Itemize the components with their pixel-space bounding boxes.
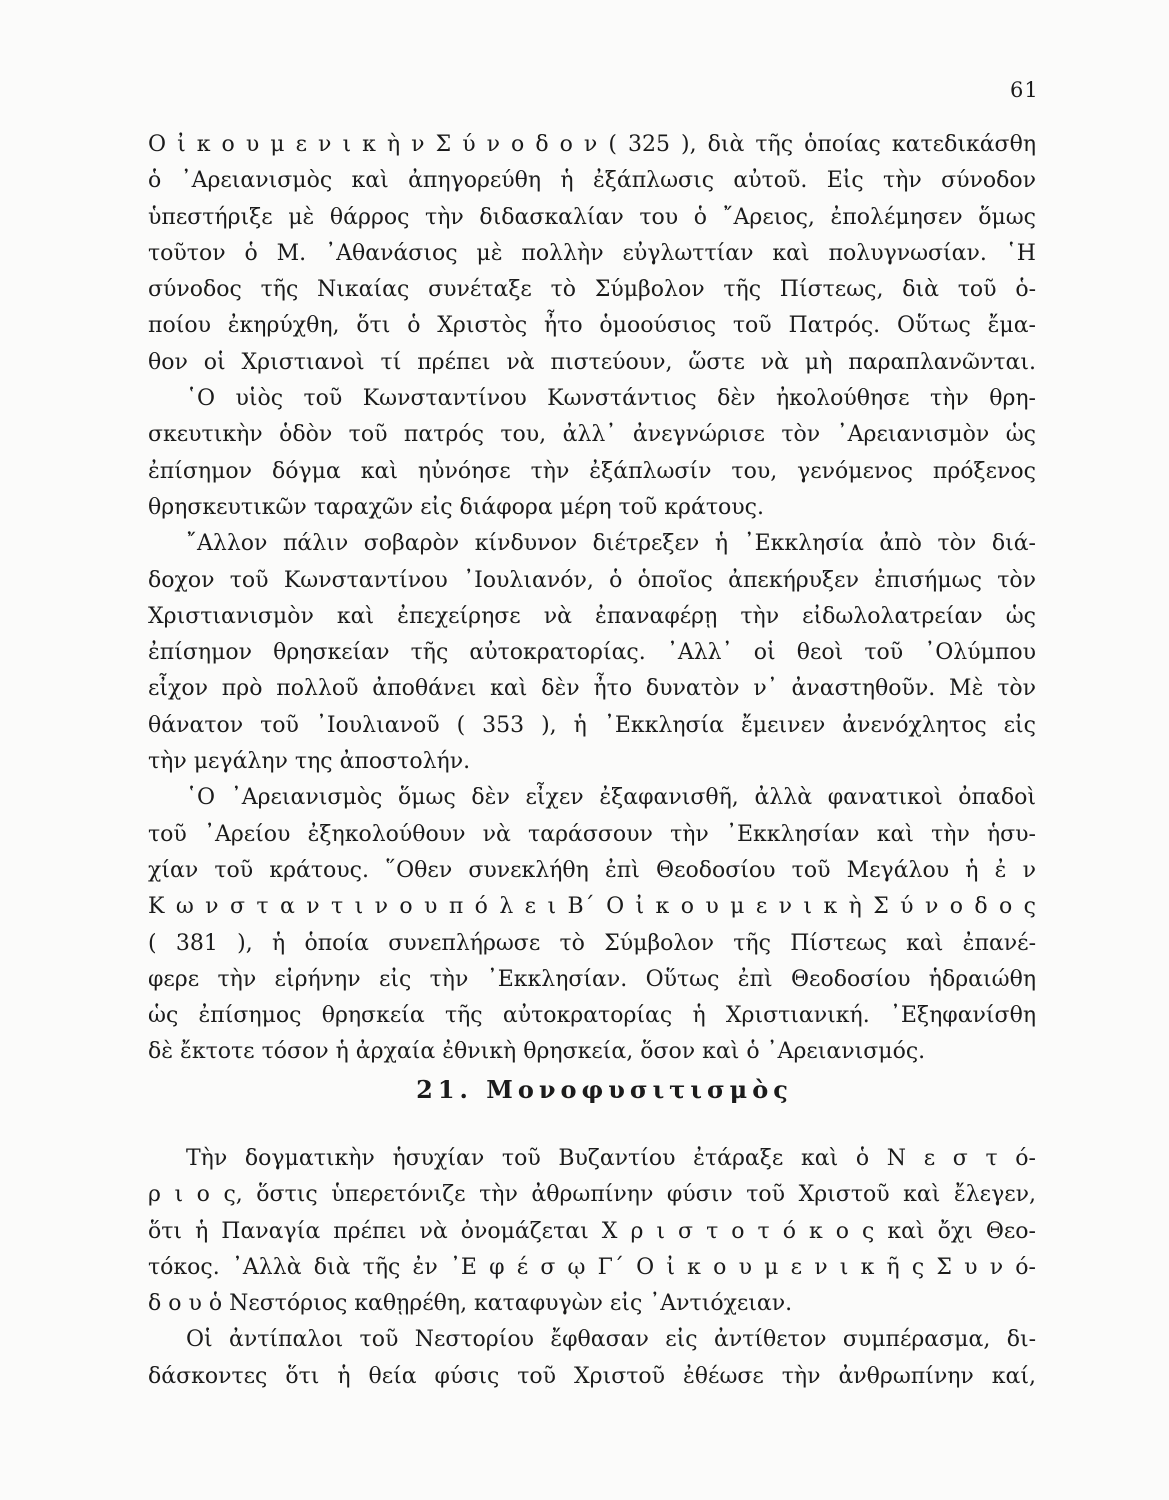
text-line: Οἱ ἀντίπαλοι τοῦ Νεστορίου ἔφθασαν εἰς ἀντίθετον συμπέρασμα, δι- [186, 1327, 1036, 1353]
text-line: ῾Ο ᾿Αρειανισμὸς ὅμως δὲν εἶχεν ἐξαφανισθῆ, ἀλλὰ φανατικοὶ ὀπαδοὶ [186, 785, 1036, 811]
section-heading: 21. Μονοφυσιτισμὸς [416, 1075, 793, 1104]
text-line: ὑπεστήριξε μὲ θάρρος τὴν διδασκαλίαν του ὁ ῎Αρειος, ἐπολέμησεν ὅμως [148, 204, 1036, 230]
text-line: ποίου ἐκηρύχθη, ὅτι ὁ Χριστὸς ἦτο ὁμοούσιος τοῦ Πατρός. Οὕτως ἔμα- [148, 313, 1036, 339]
text-line: τόκος. ᾿Αλλὰ διὰ τῆς ἐν ᾿Ε φ έ σ ῳ Γ΄ Ο ἰ κ ο υ μ ε ν ι κ ῆ ς Σ υ ν ό- [148, 1254, 1036, 1280]
text-line: ῎Αλλον πάλιν σοβαρὸν κίνδυνον διέτρεξεν ἡ ᾿Εκκλησία ἀπὸ τὸν διά- [186, 531, 1036, 557]
text-line: φερε τὴν εἰρήνην εἰς τὴν ᾿Εκκλησίαν. Οὕτως ἐπὶ Θεοδοσίου ἡδραιώθη [148, 966, 1036, 992]
section-text [148, 1141, 1036, 1395]
body-text [148, 127, 1036, 1071]
text-line: τὴν μεγάλην της ἀποστολήν. [148, 749, 471, 775]
text-line: Τὴν δογματικὴν ἡσυχίαν τοῦ Βυζαντίου ἐτάραξε καὶ ὁ Ν ε σ τ ό- [186, 1146, 1036, 1171]
page-number: 61 [1010, 78, 1039, 102]
text-line: δ ο υ ὁ Νεστόριος καθῃρέθη, καταφυγὼν εἰς ᾿Αντιόχειαν. [148, 1291, 793, 1317]
text-line: Χριστιανισμὸν καὶ ἐπεχείρησε νὰ ἐπαναφέρῃ τὴν εἰδωλολατρείαν ὡς [148, 603, 1036, 629]
text-line: θάνατον τοῦ ᾿Ιουλιανοῦ ( 353 ), ἡ ᾿Εκκλησία ἔμεινεν ἀνενόχλητος εἰς [148, 712, 1036, 738]
text-line: χίαν τοῦ κράτους. ῞Οθεν συνεκλήθη ἐπὶ Θεοδοσίου τοῦ Μεγάλου ἡ ἐ ν [148, 857, 1036, 883]
text-line: δάσκοντες ὅτι ἡ θεία φύσις τοῦ Χριστοῦ ἐθέωσε τὴν ἀνθρωπίνην καί, [148, 1363, 1036, 1389]
text-line: ἐπίσημον θρησκείαν τῆς αὐτοκρατορίας. ᾿Αλλ᾿ οἱ θεοὶ τοῦ ᾿Ολύμπου [148, 640, 1036, 666]
text-line: σκευτικὴν ὁδὸν τοῦ πατρός του, ἀλλ᾿ ἀνεγνώρισε τὸν ᾿Αρειανισμὸν ὡς [148, 422, 1036, 448]
text-line: δοχον τοῦ Κωνσταντίνου ᾿Ιουλιανόν, ὁ ὁποῖος ἀπεκήρυξεν ἐπισήμως τὸν [148, 567, 1036, 593]
text-line: ὁ ᾿Αρειανισμὸς καὶ ἀπηγορεύθη ἡ ἐξάπλωσις αὐτοῦ. Εἰς τὴν σύνοδον [148, 168, 1036, 194]
text-line: ὡς ἐπίσημος θρησκεία τῆς αὐτοκρατορίας ἡ Χριστιανική. ᾿Εξηφανίσθη [148, 1003, 1036, 1029]
text-line: τοῦ ᾿Αρείου ἐξηκολούθουν νὰ ταράσσουν τὴν ᾿Εκκλησίαν καὶ τὴν ἡσυ- [148, 821, 1036, 847]
text-line: θρησκευτικῶν ταραχῶν εἰς διάφορα μέρη τοῦ κράτους. [148, 494, 764, 520]
text-line: Κ ω ν σ τ α ν τ ι ν ο υ π ό λ ε ι Β΄ Ο ἰ κ ο υ μ ε ν ι κ ὴ Σ ύ ν ο δ ο ς [148, 894, 1036, 920]
text-line: ἐπίσημον δόγμα καὶ ηὐνόησε τὴν ἐξάπλωσίν του, γενόμενος πρόξενος [148, 458, 1036, 484]
text-line: ῾Ο υἱὸς τοῦ Κωνσταντίνου Κωνστάντιος δὲν ἠκολούθησε τὴν θρη- [186, 386, 1036, 412]
text-line: θον οἱ Χριστιανοὶ τί πρέπει νὰ πιστεύουν, ὥστε νὰ μὴ παραπλανῶνται. [148, 349, 1036, 375]
text-line: ( 381 ), ἡ ὁποία συνεπλήρωσε τὸ Σύμβολον τῆς Πίστεως καὶ ἐπανέ- [148, 930, 1036, 956]
text-line: τοῦτον ὁ Μ. ᾿Αθανάσιος μὲ πολλὴν εὐγλωττίαν καὶ πολυγνωσίαν. ῾Η [148, 240, 1036, 266]
text-line: σύνοδος τῆς Νικαίας συνέταξε τὸ Σύμβολον τῆς Πίστεως, διὰ τοῦ ὁ- [148, 277, 1036, 303]
text-line: δὲ ἔκτοτε τόσον ἡ ἀρχαία ἐθνικὴ θρησκεία, ὅσον καὶ ὁ ᾿Αρειανισμός. [148, 1039, 926, 1065]
text-line: Ο ἰ κ ο υ μ ε ν ι κ ὴ ν Σ ύ ν ο δ ο ν ( 325 ), διὰ τῆς ὁποίας κατεδικάσθη [148, 132, 1036, 157]
text-line: ὅτι ἡ Παναγία πρέπει νὰ ὀνομάζεται Χ ρ ι σ τ ο τ ό κ ο ς καὶ ὄχι Θεο- [148, 1218, 1036, 1244]
text-line: εἶχον πρὸ πολλοῦ ἀποθάνει καὶ δὲν ἦτο δυνατὸν ν᾿ ἀναστηθοῦν. Μὲ τὸν [148, 676, 1036, 702]
text-line: ρ ι ο ς, ὅστις ὑπερετόνιζε τὴν ἀθρωπίνην φύσιν τοῦ Χριστοῦ καὶ ἔλεγεν, [148, 1182, 1036, 1208]
